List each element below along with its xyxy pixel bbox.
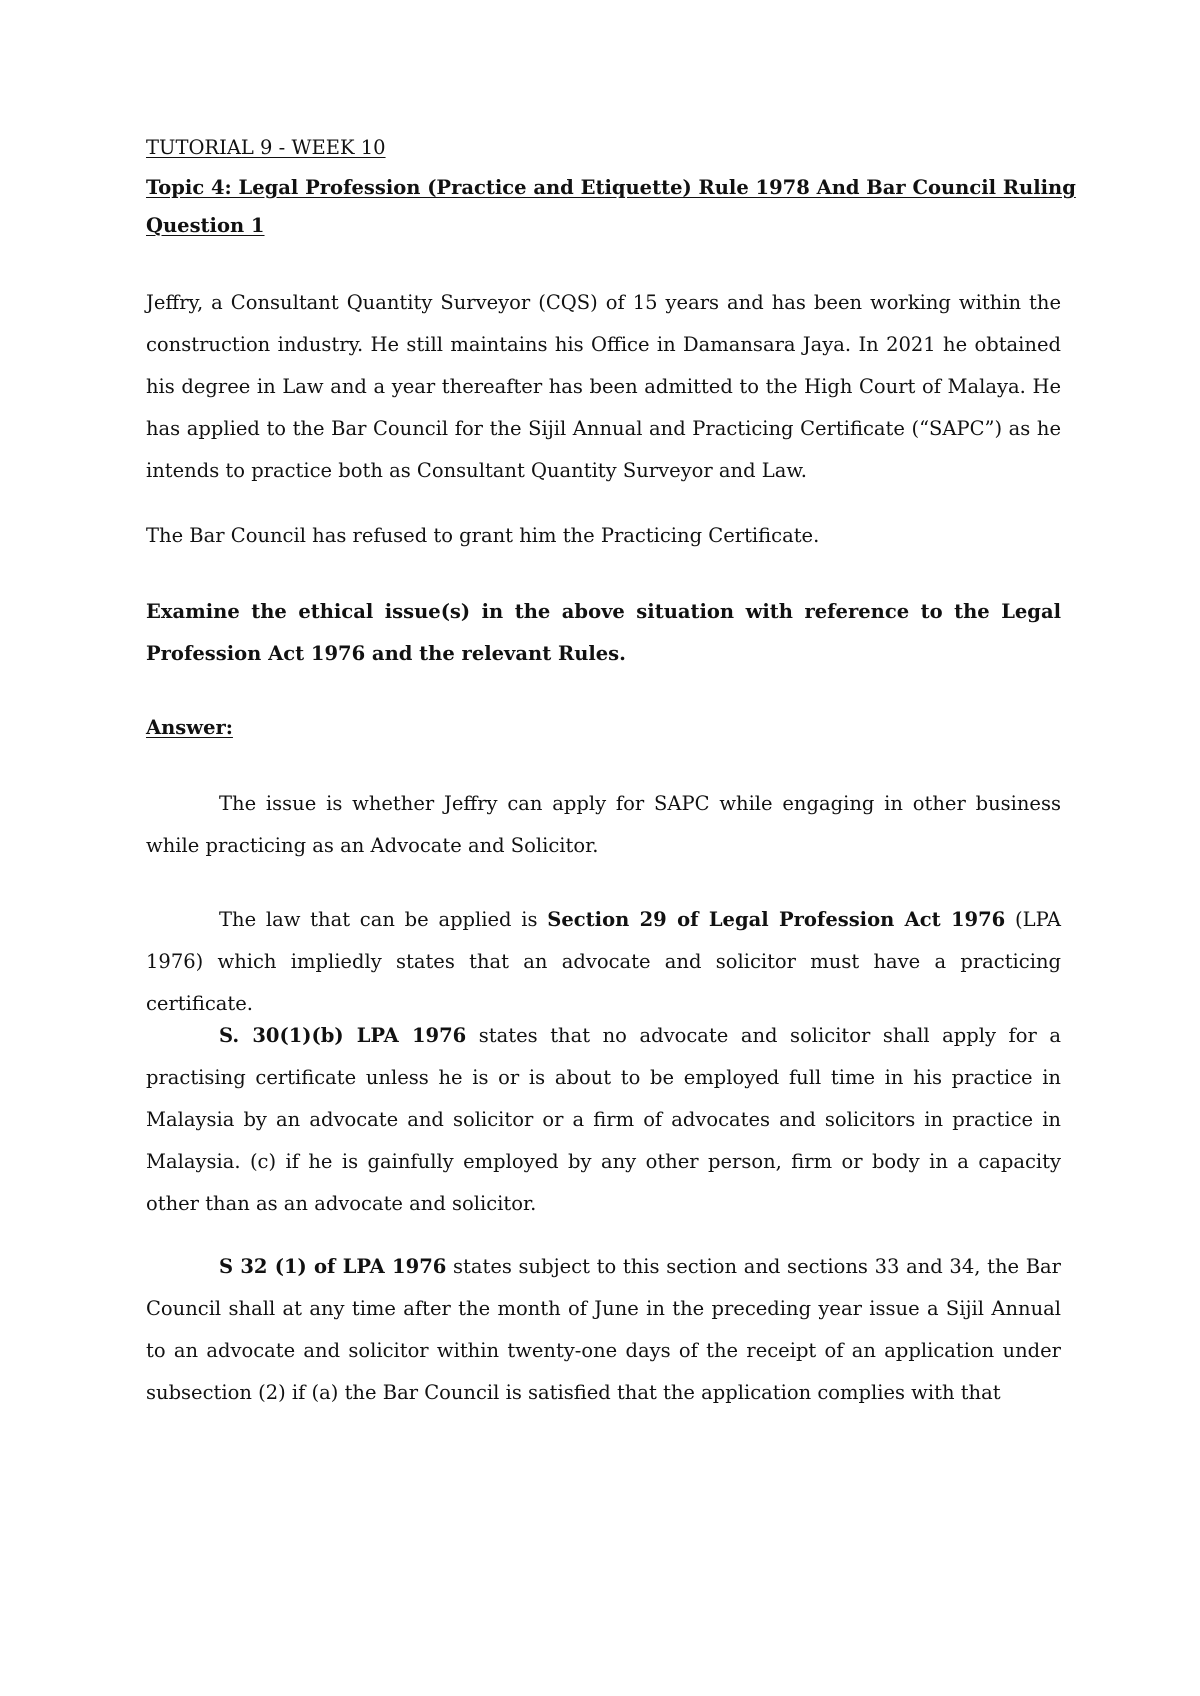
law-prefix: The law that can be applied is (219, 908, 548, 931)
law-suffix: (LPA 1976) which impliedly states that an advocate and solicitor must have a practicing certificate. (146, 908, 1061, 1015)
section-30-text: states that no advocate and solicitor shall apply for a practising certificate unless he is or is about to be employed full time in his practice in Malaysia by an advocate and solicitor or a firm of advocates and solicitors in practice in Malaysia. (c) if he is gainfully employed by any other person, firm or body in a capacity other than as an advocate and solicitor. (146, 1024, 1061, 1215)
section-32-reference: S 32 (1) of LPA 1976 (219, 1255, 447, 1278)
law-reference: Section 29 of Legal Profession Act 1976 (547, 908, 1006, 931)
tutorial-title: TUTORIAL 9 - WEEK 10 (146, 136, 386, 159)
answer-heading: Answer: (146, 716, 233, 739)
refusal-paragraph: The Bar Council has refused to grant him the Practicing Certificate. (146, 524, 820, 547)
topic-heading: Topic 4: Legal Profession (Practice and Etiquette) Rule 1978 And Bar Council Ruling (146, 176, 1076, 199)
law-paragraph (146, 899, 1061, 1025)
document-page (146, 0, 1076, 1696)
issue-paragraph: The issue is whether Jeffry can apply for SAPC while engaging in other business while practicing as an Advocate and Solicitor. (146, 792, 1061, 857)
section-32-paragraph (146, 1246, 1061, 1414)
section-32-text: states subject to this section and sections 33 and 34, the Bar Council shall at any time after the month of June in the preceding year issue a Sijil Annual to an advocate and solicitor within twenty-one days of the receipt of an application under subsection (2) if (a) the Bar Council is satisfied that the application complies with that (146, 1255, 1062, 1404)
question-heading: Question 1 (146, 214, 265, 237)
section-30-paragraph (146, 1015, 1061, 1225)
scenario-paragraph: Jeffry, a Consultant Quantity Surveyor (CQS) of 15 years and has been working within the construction industry. He still maintains his Office in Damansara Jaya. In 2021 he obtained his degree in Law and a year thereafter has been admitted to the High Court of Malaya. He has applied to the Bar Council for the Sijil Annual and Practicing Certificate (“SAPC”) as he intends to practice both as Consultant Quantity Surveyor and Law. (146, 291, 1061, 482)
task-statement: Examine the ethical issue(s) in the above situation with reference to the Legal Profession Act 1976 and the relevant Rules. (146, 600, 1061, 665)
section-30-reference: S. 30(1)(b) LPA 1976 (219, 1024, 467, 1047)
